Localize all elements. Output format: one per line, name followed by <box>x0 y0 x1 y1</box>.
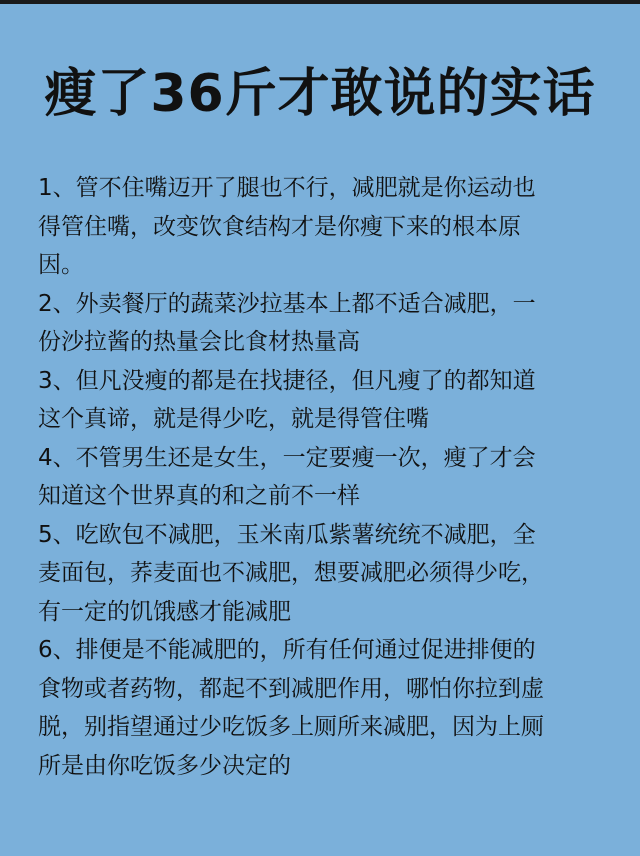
tip-line: 所是由你吃饭多少决定的 <box>38 752 291 779</box>
tip-line: 因。 <box>38 252 84 278</box>
tip-item-6 <box>38 631 610 785</box>
tip-line: 知道这个世界真的和之前不一样 <box>38 483 360 509</box>
tip-item-5 <box>38 516 610 632</box>
tip-line: 2、外卖餐厅的蔬菜沙拉基本上都不适合减肥，一 <box>38 290 536 317</box>
tip-line: 份沙拉酱的热量会比食材热量高 <box>38 329 360 355</box>
tip-line: 4、不管男生还是女生，一定要瘦一次，瘦了才会 <box>38 444 536 471</box>
tip-item-4 <box>38 439 610 516</box>
tip-line: 有一定的饥饿感才能减肥 <box>38 598 291 625</box>
page-title: 瘦了36斤才敢说的实话 <box>44 64 596 124</box>
tip-item-3 <box>38 362 610 439</box>
tip-line: 这个真谛，就是得少吃，就是得管住嘴 <box>38 406 429 432</box>
tip-line: 脱，别指望通过少吃饭多上厕所来减肥，因为上厕 <box>38 714 544 740</box>
tip-line: 1、管不住嘴迈开了腿也不行，减肥就是你运动也 <box>38 175 536 201</box>
tip-line: 5、吃欧包不减肥，玉米南瓜紫薯统统不减肥，全 <box>38 521 536 548</box>
tip-line: 3、但凡没瘦的都是在找捷径，但凡瘦了的都知道 <box>38 367 536 394</box>
tip-line: 得管住嘴，改变饮食结构才是你瘦下来的根本原 <box>38 213 521 240</box>
tip-line: 食物或者药物，都起不到减肥作用，哪怕你拉到虚 <box>38 675 544 702</box>
top-border-bar <box>0 0 640 4</box>
tip-line: 麦面包，荞麦面也不减肥，想要减肥必须得少吃， <box>38 560 544 586</box>
tip-item-2 <box>38 285 610 362</box>
tip-line: 6、排便是不能减肥的，所有任何通过促进排便的 <box>38 637 536 663</box>
tip-item-1 <box>38 169 610 285</box>
tips-list <box>38 169 610 785</box>
